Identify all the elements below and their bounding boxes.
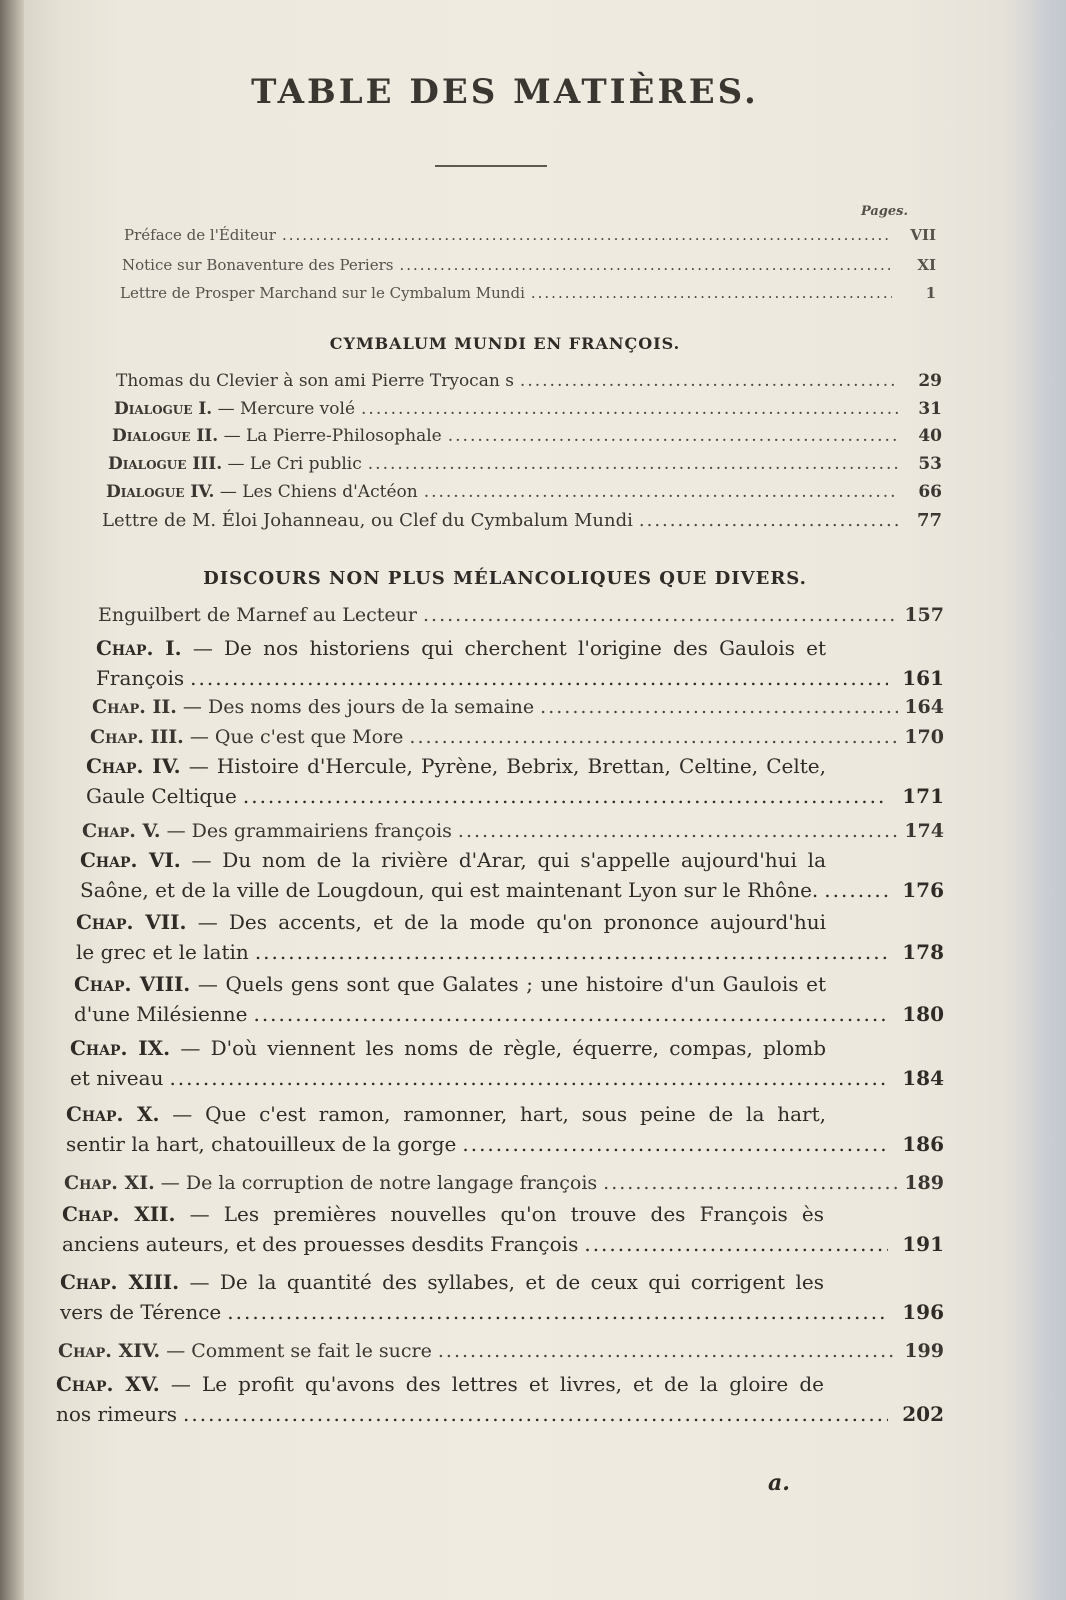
toc-entry: Chap. III. — Que c'est que More ..... 170 (90, 726, 944, 748)
toc-entry-multiline: Chap. I. — De nos historiens qui cherchent l'origine des Gaulois et François ..... 161 (96, 636, 944, 690)
toc-entry: Dialogue III. — Le Cri public ..... 53 (108, 454, 942, 474)
toc-entry: Chap. V. — Des grammairiens françois ..... 174 (82, 820, 944, 842)
toc-entry-multiline: Chap. IX. — D'où viennent les noms de règle, équerre, compas, plomb et niveau ..... 184 (70, 1036, 944, 1090)
toc-entry-multiline: Chap. IV. — Histoire d'Hercule, Pyrène, Bebrix, Brettan, Celtine, Celte, Gaule Celtique ..... 171 (86, 754, 944, 808)
toc-entry-multiline: Chap. VIII. — Quels gens sont que Galates ; une histoire d'un Gaulois et d'une Milésienne ..... 180 (74, 972, 944, 1026)
toc-entry-multiline: Chap. XIII. — De la quantité des syllabes, et de ceux qui corrigent les vers de Térence ..... 196 (60, 1270, 944, 1324)
toc-page (56, 0, 960, 1600)
toc-entry-lettre-marchand: Lettre de Prosper Marchand sur le Cymbalum Mundi ..... 1 (120, 284, 936, 302)
toc-entry-multiline: Chap. X. — Que c'est ramon, ramonner, hart, sous peine de la hart, sentir la hart, chatouilleux de la gorge ..... 186 (66, 1102, 944, 1156)
toc-entry-multiline: Chap. VII. — Des accents, et de la mode qu'on prononce aujourd'hui le grec et le latin ..... 178 (76, 910, 944, 964)
toc-entry: Enguilbert de Marnef au Lecteur ..... 157 (98, 604, 944, 626)
toc-entry: Dialogue IV. — Les Chiens d'Actéon ..... 66 (106, 482, 942, 502)
pages-column-label: Pages. (860, 204, 908, 219)
toc-entry: Lettre de M. Éloi Johanneau, ou Clef du Cymbalum Mundi ..... 77 (102, 510, 942, 531)
toc-entry-notice: Notice sur Bonaventure des Periers ..... XI (122, 256, 936, 274)
page-title: TABLE DES MATIÈRES. (251, 72, 759, 112)
book-gutter (0, 0, 24, 1600)
toc-entry-multiline: Chap. XV. — Le profit qu'avons des lettres et livres, et de la gloire de nos rimeurs ..... 202 (56, 1372, 944, 1426)
toc-entry-preface: Préface de l'Éditeur ..... VII (124, 226, 936, 244)
signature-mark: a. (768, 1470, 790, 1496)
toc-entry-multiline: Chap. XII. — Les premières nouvelles qu'on trouve des François ès anciens auteurs, et des prouesses desdits François ..... 191 (62, 1202, 944, 1256)
section-heading-discours: DISCOURS NON PLUS MÉLANCOLIQUES QUE DIVERS. (203, 568, 807, 589)
toc-entry-multiline: Chap. VI. — Du nom de la rivière d'Arar, qui s'appelle aujourd'hui la Saône, et de la ville de Lougdoun, qui est maintenant Lyon sur le Rhône. ..... 176 (80, 848, 944, 902)
toc-entry: Chap. XIV. — Comment se fait le sucre ..... 199 (58, 1340, 944, 1362)
toc-entry: Dialogue I. — Mercure volé ..... 31 (114, 399, 942, 419)
section-heading-cymbalum: CYMBALUM MUNDI EN FRANÇOIS. (329, 334, 681, 353)
title-rule (435, 165, 547, 167)
toc-entry: Chap. II. — Des noms des jours de la semaine ..... 164 (92, 696, 944, 718)
toc-entry: Chap. XI. — De la corruption de notre langage françois ..... 189 (64, 1172, 944, 1194)
page-edge (1026, 0, 1066, 1600)
toc-entry: Thomas du Clevier à son ami Pierre Tryocan s ..... 29 (116, 371, 942, 391)
toc-entry: Dialogue II. — La Pierre-Philosophale ..... 40 (112, 426, 942, 446)
